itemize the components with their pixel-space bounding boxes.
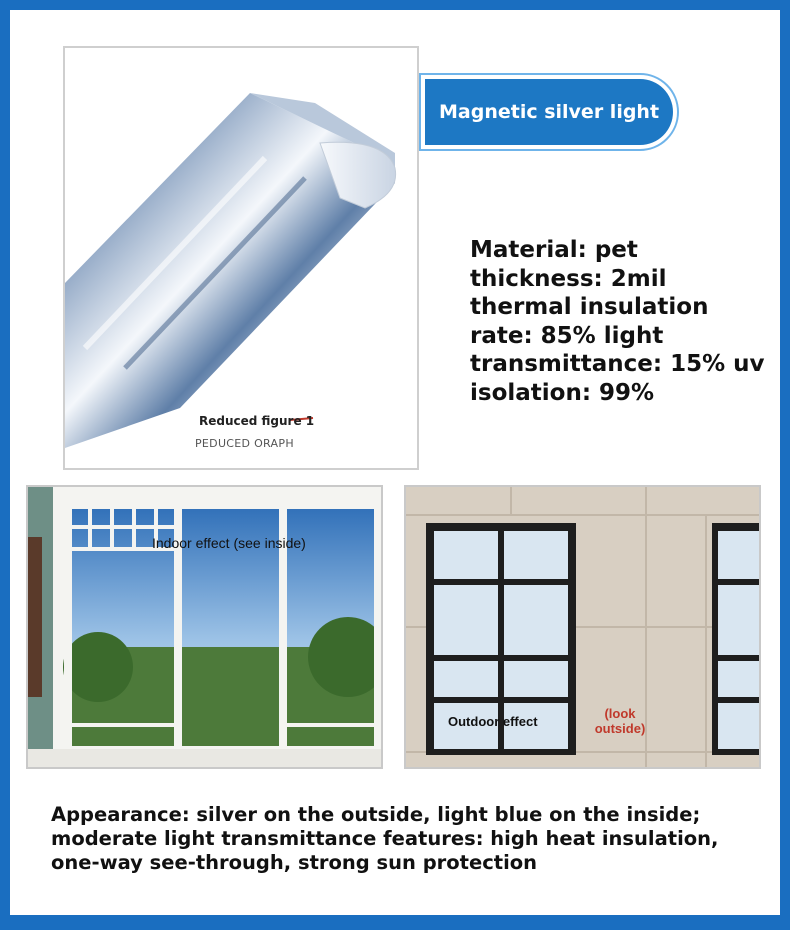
appearance-description: Appearance: silver on the outside, light blue on the inside; moderate light transmittance features: high heat insulation, one-way see-through, strong sun protection xyxy=(51,803,719,874)
product-title: Magnetic silver light xyxy=(439,101,660,123)
product-image-card xyxy=(63,46,419,470)
title-banner-fill xyxy=(425,79,673,145)
page-canvas xyxy=(10,10,780,915)
indoor-effect-photo xyxy=(26,485,383,769)
film-roll-illustration xyxy=(65,48,417,468)
outdoor-effect-label: Outdoor effect xyxy=(448,714,538,729)
look-outside-label: (look outside) xyxy=(594,706,646,736)
outdoor-effect-photo xyxy=(404,485,761,769)
spec-text: Material: pet thickness: 2mil thermal insulation rate: 85% light transmittance: 15% uv isolation: 99% xyxy=(470,237,765,406)
product-caption-main: Reduced figure 1 xyxy=(199,414,315,428)
product-caption-sub: PEDUCED ORAPH xyxy=(195,437,294,450)
indoor-window-illustration xyxy=(28,487,383,769)
indoor-effect-label: Indoor effect (see inside) xyxy=(152,535,306,551)
title-banner xyxy=(419,73,679,151)
